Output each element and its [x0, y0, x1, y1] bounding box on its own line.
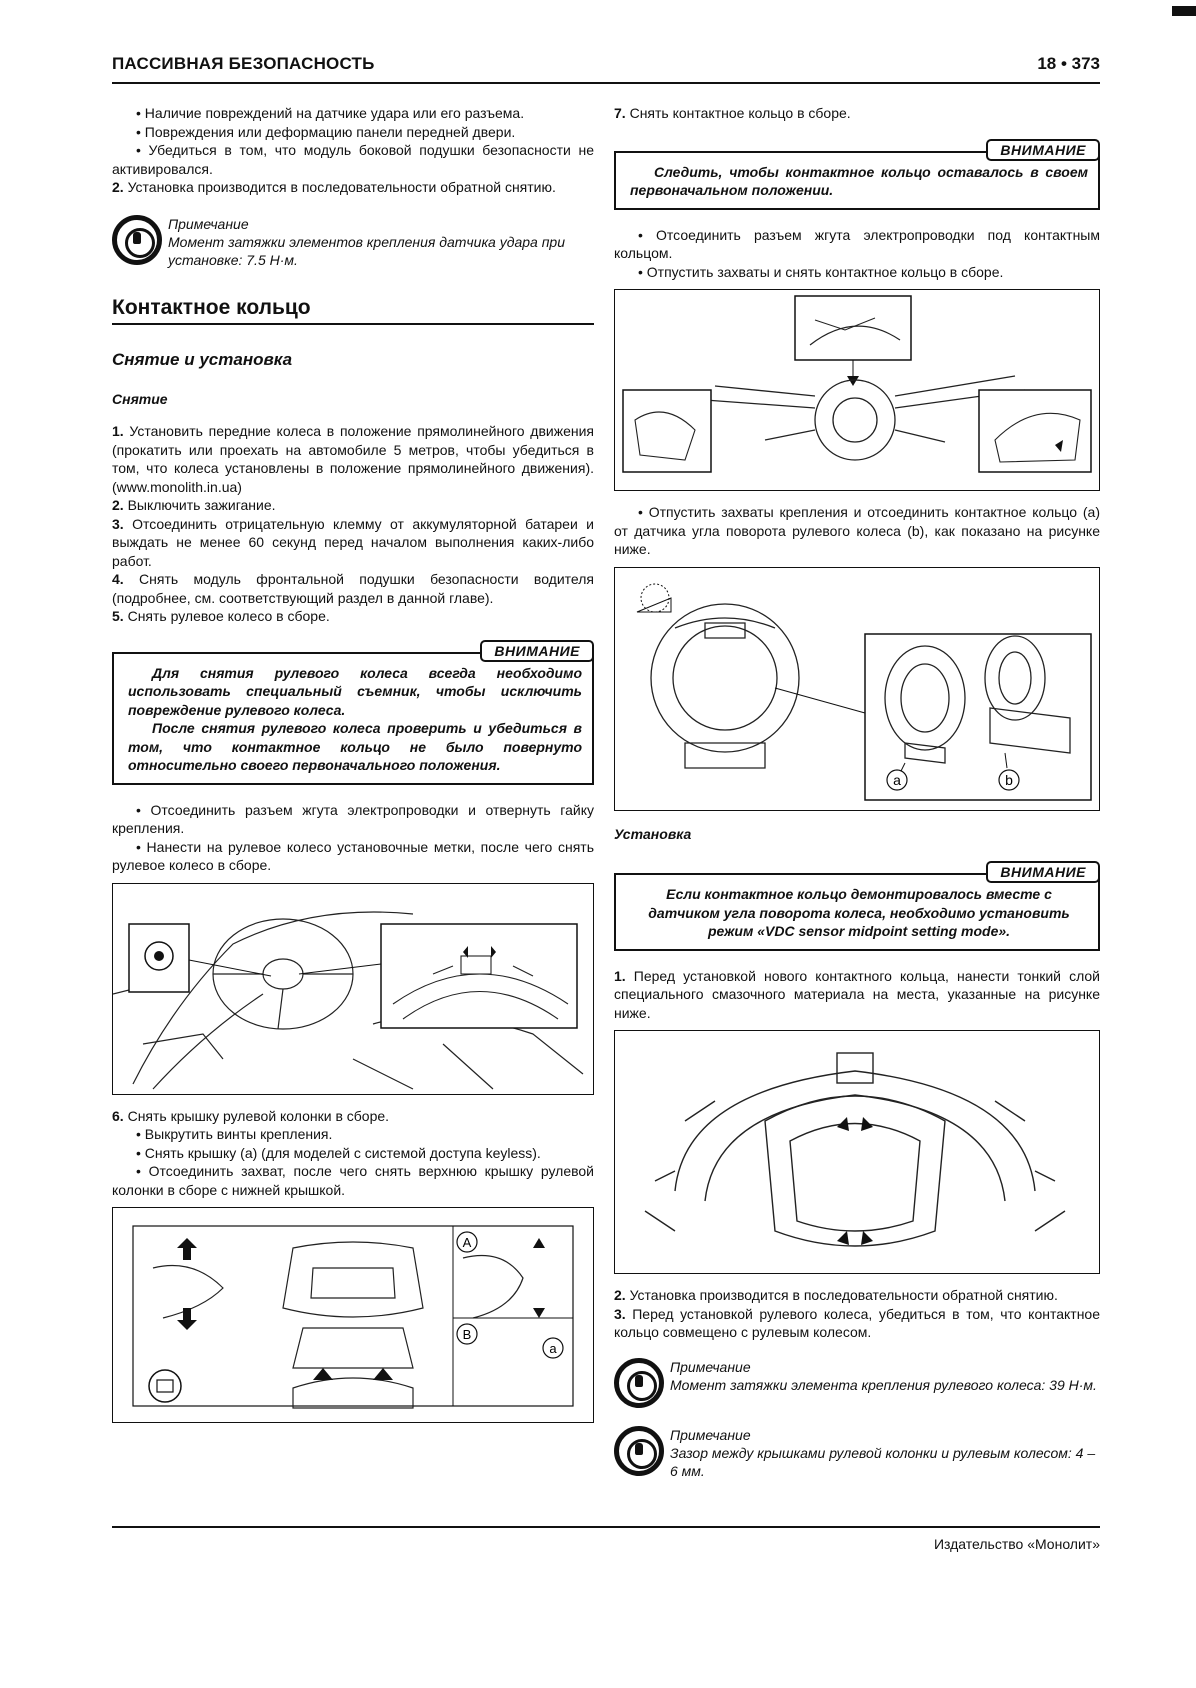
- step-text: Отсоединить отрицательную клемму от аккумуляторной батареи и выждать не менее 60 секунд перед началом выполнения каких-либо работ.: [112, 515, 594, 569]
- note-title: Примечание: [670, 1426, 751, 1443]
- footer-rule: [112, 1526, 1100, 1528]
- switch-assembly-illustration: [615, 290, 1098, 489]
- step-number: 3.: [614, 1305, 626, 1322]
- step: [112, 607, 594, 626]
- page-number: 18 • 373: [1037, 54, 1100, 73]
- step: [614, 1286, 1100, 1305]
- step-number: 1.: [112, 423, 124, 439]
- note: [112, 215, 594, 273]
- note-icon: [614, 1358, 664, 1408]
- label-a-upper: A: [462, 1235, 472, 1250]
- warning-tag: ВНИМАНИЕ: [986, 139, 1100, 161]
- section-title: ПАССИВНАЯ БЕЗОПАСНОСТЬ: [112, 54, 375, 73]
- steering-wheel-illustration: [113, 884, 592, 1093]
- step-text: Установить передние колеса в положение прямолинейного движения (прокатить или проехать на автомобиле 5 метров, чтобы убедиться в том, что колеса установлены в положение прямолинейного движения). (www.monolith.in.ua): [112, 423, 594, 495]
- step-text: Снять крышку рулевой колонки в сборе.: [123, 1107, 390, 1124]
- note-title: Примечание: [168, 215, 249, 232]
- warning-text: Следить, чтобы контактное кольцо оставалось в своем первоначальном положении.: [630, 163, 1088, 198]
- figure-contact-ring: [614, 567, 1100, 811]
- subheading-installation: Установка: [614, 825, 692, 842]
- bullet: • Отсоединить разъем жгута электропроводки под контактным кольцом.: [614, 226, 1100, 261]
- figure-steering-wheel: [112, 883, 594, 1095]
- left-column: [112, 104, 594, 1435]
- note: [614, 1426, 1100, 1484]
- note-text: Момент затяжки элемента крепления рулевого колеса: 39 Н·м.: [670, 1376, 1097, 1393]
- step-text: Снять рулевое колесо в сборе.: [123, 608, 330, 624]
- warning-box: [614, 864, 1100, 951]
- bullet: • Наличие повреждений на датчике удара или его разъема.: [136, 105, 525, 121]
- step-text: Выключить зажигание.: [123, 497, 276, 513]
- step-text: Снять контактное кольцо в сборе.: [625, 105, 851, 121]
- warning-text: После снятия рулевого колеса проверить и убедиться в том, что контактное кольцо не было повернуто относительно своего первоначального положения.: [128, 720, 582, 773]
- step-number: 7.: [614, 105, 626, 121]
- section-heading: Контактное кольцо: [112, 299, 594, 326]
- step-number: 2.: [112, 497, 124, 513]
- step-text: Установка производится в последовательности обратной снятию.: [123, 179, 556, 195]
- step: [112, 1107, 594, 1126]
- note-icon: [614, 1426, 664, 1476]
- bullet: • Выкрутить винты крепления.: [136, 1126, 333, 1142]
- bullet: • Отпустить захваты и снять контактное кольцо в сборе.: [638, 263, 1004, 280]
- step-number: 2.: [614, 1287, 626, 1303]
- warning-tag: ВНИМАНИЕ: [480, 640, 594, 662]
- warning-text: Для снятия рулевого колеса всегда необходимо использовать специальный съемник, чтобы исключить повреждение рулевого колеса.: [128, 664, 582, 718]
- step-text: Перед установкой рулевого колеса, убедиться в том, что контактное кольцо совмещено с рулевым колесом.: [614, 1305, 1100, 1340]
- step-number: 2.: [112, 179, 124, 195]
- warning-tag: ВНИМАНИЕ: [986, 861, 1100, 883]
- bullet: • Повреждения или деформацию панели передней двери.: [136, 123, 516, 140]
- note: [614, 1358, 1100, 1416]
- step-number: 1.: [614, 967, 626, 984]
- step-number: 3.: [112, 515, 124, 532]
- step-number: 4.: [112, 571, 124, 587]
- step-text: Установка производится в последовательности обратной снятию.: [625, 1287, 1058, 1303]
- step: [112, 515, 594, 571]
- step: [614, 967, 1100, 1023]
- note-text: Момент затяжки элементов крепления датчика удара при установке: 7.5 Н·м.: [168, 233, 565, 268]
- step-number: 6.: [112, 1107, 124, 1124]
- column-cover-illustration: [113, 1208, 592, 1421]
- step: [614, 104, 1100, 123]
- step: [112, 178, 594, 197]
- bullet: • Снять крышку (а) (для моделей с системой доступа keyless).: [136, 1144, 541, 1161]
- subsection-heading: Снятие и установка: [112, 350, 293, 369]
- label-a-lower: a: [549, 1341, 557, 1356]
- step: [112, 570, 594, 607]
- warning-text: Если контактное кольцо демонтировалось вместе с датчиком угла поворота колеса, необходимо установить режим «VDC sensor midpoint setting mode».: [648, 886, 1070, 939]
- figure-lubrication-points: [614, 1030, 1100, 1274]
- page-header: [112, 50, 1100, 84]
- bullet: • Убедиться в том, что модуль боковой подушки безопасности не активировался.: [112, 142, 594, 177]
- lubrication-illustration: [615, 1031, 1098, 1272]
- contact-ring-illustration: [615, 568, 1098, 809]
- bullet: • Отсоединить разъем жгута электропроводки и отвернуть гайку крепления.: [112, 801, 594, 836]
- figure-switch-assembly: [614, 289, 1100, 491]
- step-text: Снять модуль фронтальной подушки безопасности водителя (подробнее, см. соответствующий раздел в данной главе).: [112, 571, 594, 606]
- label-b-upper: B: [462, 1327, 472, 1342]
- subheading-removal: Снятие: [112, 390, 168, 407]
- bullet: • Отсоединить захват, после чего снять верхнюю крышку рулевой колонки в сборе с нижней крышкой.: [112, 1163, 594, 1198]
- step-number: 5.: [112, 608, 124, 624]
- bullet: • Нанести на рулевое колесо установочные метки, после чего снять рулевое колесо в сборе.: [112, 838, 594, 873]
- step: [112, 496, 594, 515]
- right-column: [614, 104, 1100, 1492]
- bullet: • Отпустить захваты крепления и отсоединить контактное кольцо (а) от датчика угла поворота рулевого колеса (b), как показано на рисунке ниже.: [614, 504, 1100, 557]
- warning-box: [112, 642, 594, 785]
- label-b: b: [1005, 771, 1013, 788]
- figure-column-cover: [112, 1207, 594, 1423]
- step: [112, 422, 594, 496]
- note-icon: [112, 215, 162, 265]
- note-text: Зазор между крышками рулевой колонки и рулевым колесом: 4 – 6 мм.: [670, 1444, 1096, 1479]
- step: [614, 1305, 1100, 1342]
- step-text: Перед установкой нового контактного кольца, нанести тонкий слой специального смазочного материала на места, указанные на рисунке ниже.: [614, 967, 1100, 1021]
- corner-mark: [1172, 6, 1196, 16]
- warning-box: [614, 141, 1100, 210]
- note-title: Примечание: [670, 1358, 751, 1375]
- publisher: Издательство «Монолит»: [933, 1536, 1100, 1552]
- clip-icon: [149, 1370, 181, 1402]
- label-a: a: [893, 771, 901, 788]
